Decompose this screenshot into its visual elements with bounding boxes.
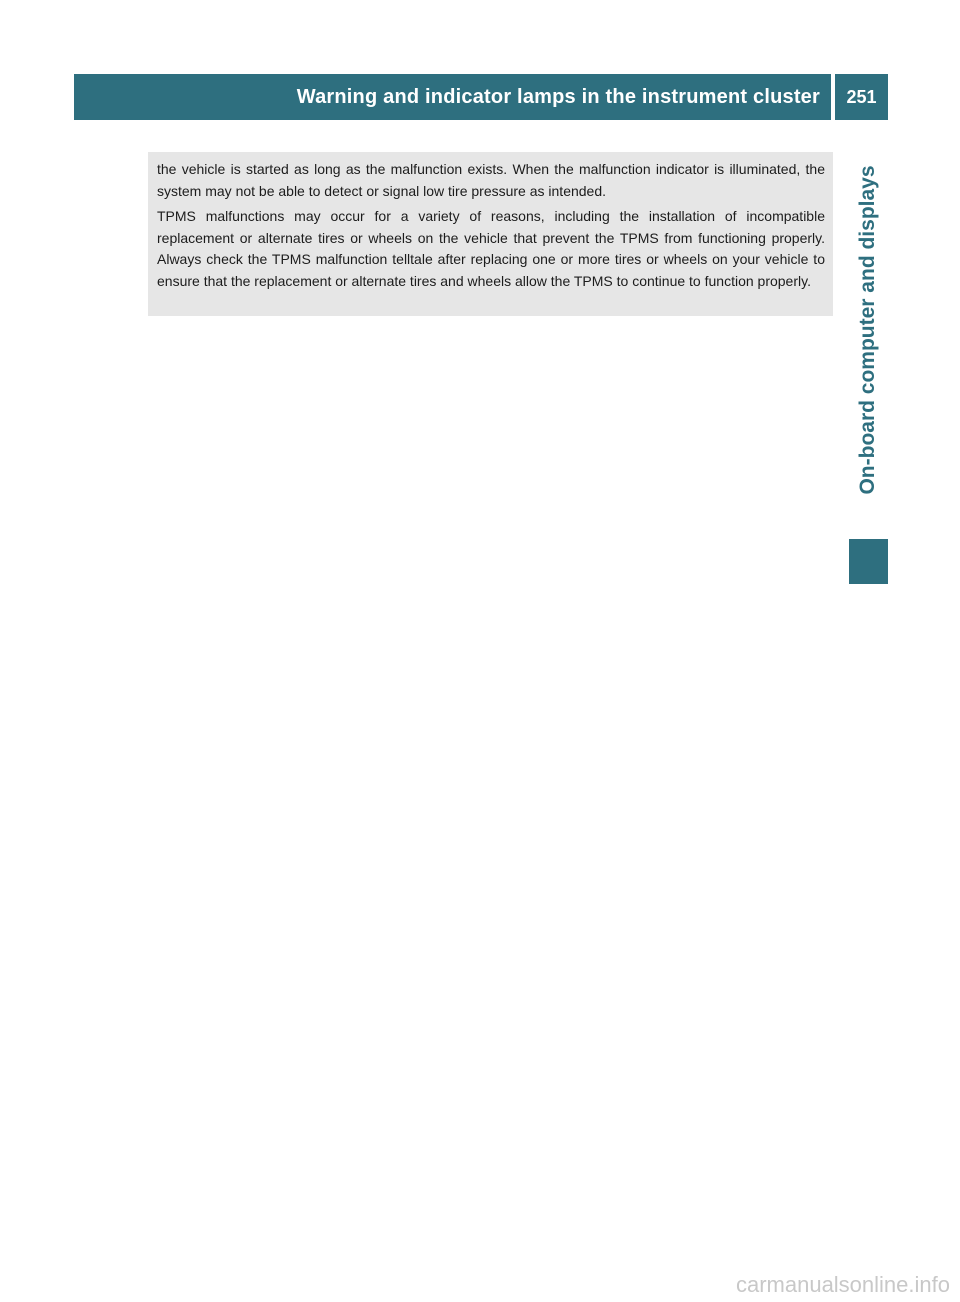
warning-paragraph: TPMS malfunctions may occur for a variety of reasons, including the installation of incompatible replacement or alternate tires or wheels on the vehicle that prevent the TPMS from functioning properly. Always check the TPMS malfunction telltale after replacing one or more tires or wheels on your vehicle to ensure that the replacement or alternate tires and wheels allow the TPMS to continue to function properly.	[157, 208, 825, 289]
warning-box	[148, 152, 833, 316]
header-bar	[74, 74, 831, 120]
section-tab-marker	[849, 539, 888, 584]
page-title: Warning and indicator lamps in the instrument cluster	[296, 85, 820, 108]
page-number: 251	[835, 74, 888, 120]
section-tab-label: On-board computer and displays	[856, 165, 879, 495]
warning-paragraph: the vehicle is started as long as the malfunction exists. When the malfunction indicator is illuminated, the system may not be able to detect or signal low tire pressure as intended.	[157, 161, 825, 199]
watermark: carmanualsonline.info	[735, 1272, 950, 1297]
section-tab	[849, 131, 888, 528]
